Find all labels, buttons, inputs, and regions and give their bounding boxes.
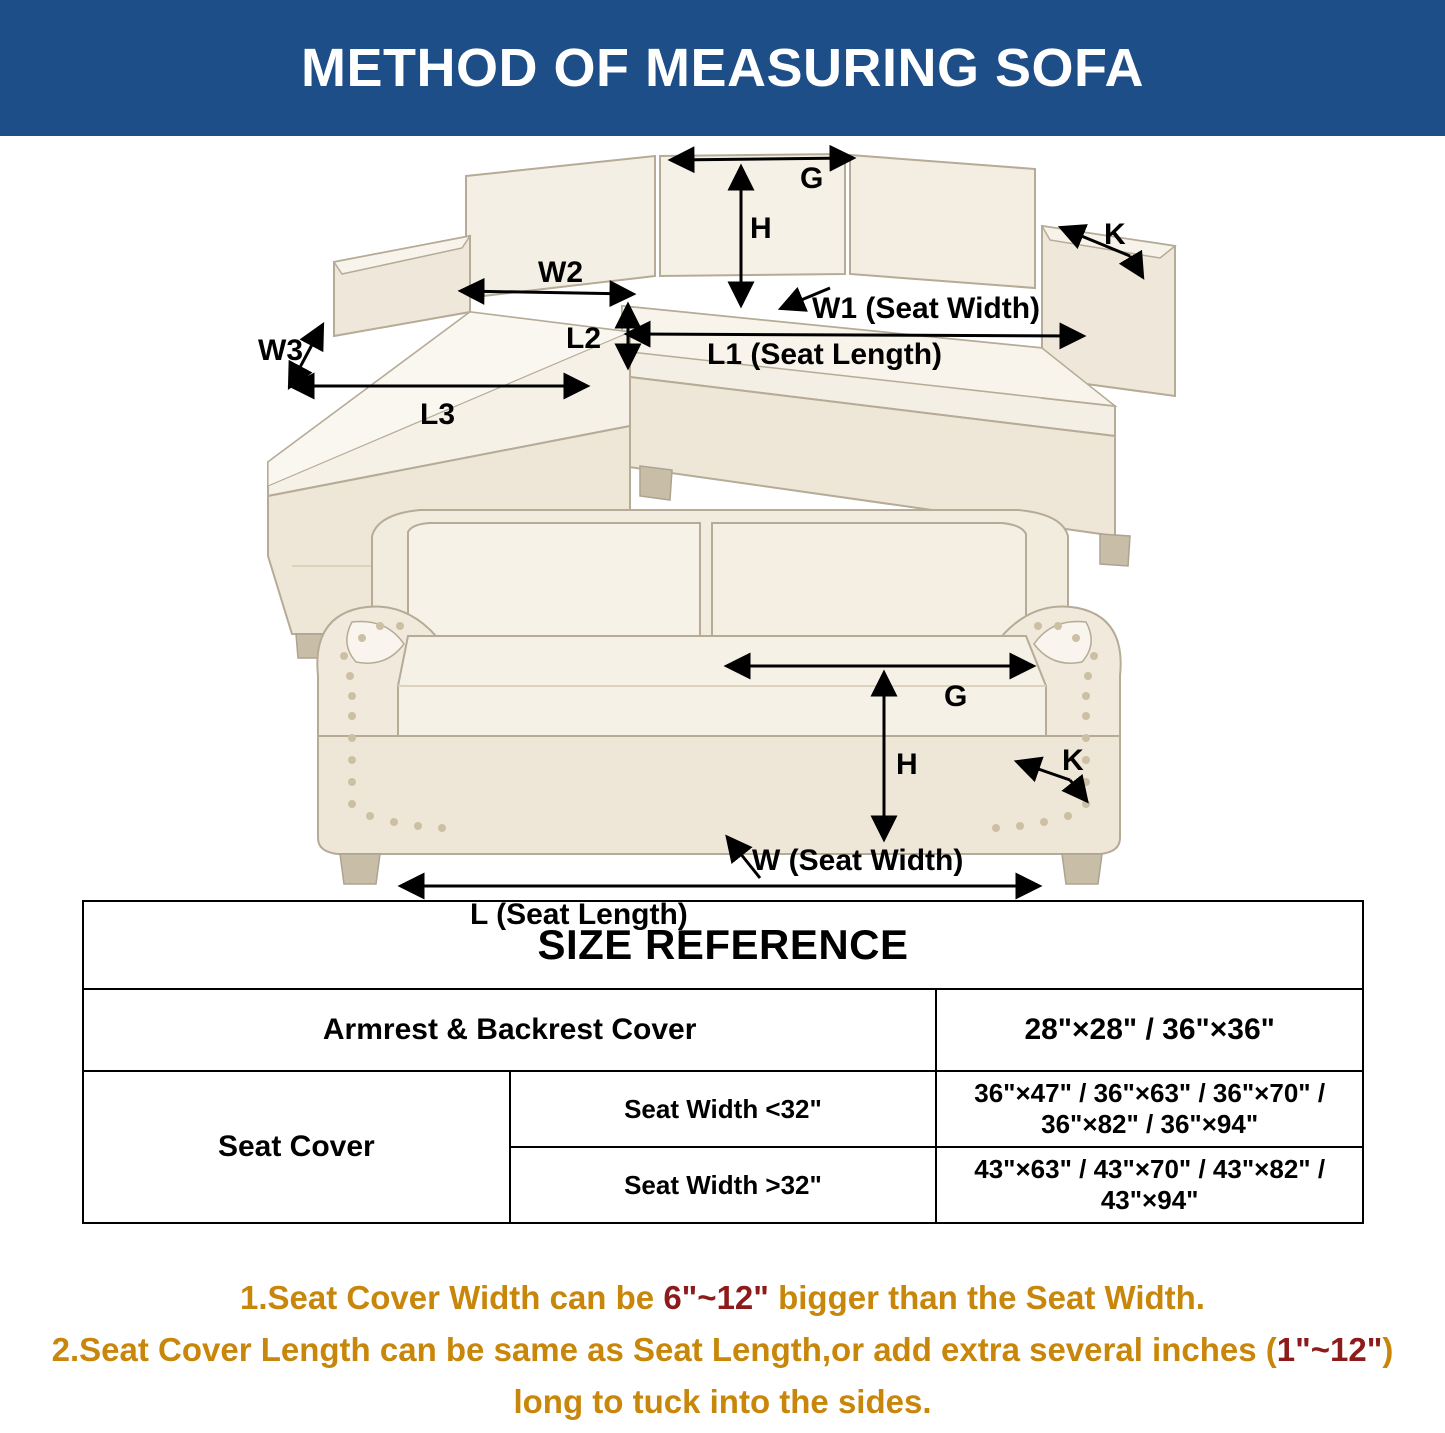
standard-sofa-illustration — [317, 510, 1120, 931]
row-value-armrest: 28"×28" / 36"×36" — [936, 989, 1363, 1071]
label-k-standard: K — [1062, 744, 1084, 777]
row-sublabel-width-under: Seat Width <32" — [510, 1071, 937, 1147]
label-l3: L3 — [420, 398, 456, 431]
header-bar — [0, 0, 1445, 136]
table-row — [83, 1071, 1363, 1147]
label-g-standard: G — [944, 680, 968, 713]
label-w2: W2 — [538, 256, 583, 289]
sofa-diagrams — [0, 136, 1445, 931]
note2-pre: 2.Seat Cover Length can be same as Seat Length,or add extra several inches ( — [51, 1331, 1277, 1368]
notes-section — [0, 1272, 1445, 1428]
row-value-width-under: 36"×47" / 36"×63" / 36"×70" / 36"×82" / 36"×94" — [936, 1071, 1363, 1147]
table-title: SIZE REFERENCE — [83, 901, 1363, 989]
table-row-title — [83, 901, 1363, 989]
page-title: METHOD OF MEASURING SOFA — [300, 38, 1144, 98]
note1-pre: 1.Seat Cover Width can be — [240, 1279, 664, 1316]
label-h-sectional: H — [750, 212, 772, 245]
label-g-sectional: G — [800, 162, 824, 195]
label-k-sectional: K — [1104, 218, 1126, 251]
label-w-standard: W (Seat Width) — [752, 844, 964, 877]
note2-post: ) long to tuck into the sides. — [513, 1331, 1394, 1420]
label-l-standard: L (Seat Length) — [470, 898, 688, 931]
note1-highlight: 6"~12" — [663, 1279, 769, 1316]
row-label-armrest: Armrest & Backrest Cover — [83, 989, 936, 1071]
label-l2: L2 — [566, 322, 602, 355]
row-value-width-over: 43"×63" / 43"×70" / 43"×82" / 43"×94" — [936, 1147, 1363, 1223]
size-reference-table — [82, 900, 1364, 1224]
label-h-standard: H — [896, 748, 918, 781]
label-w1: W1 (Seat Width) — [812, 292, 1041, 325]
label-w3: W3 — [258, 334, 303, 367]
label-l1: L1 (Seat Length) — [707, 338, 943, 371]
row-sublabel-width-over: Seat Width >32" — [510, 1147, 937, 1223]
table-row — [83, 989, 1363, 1071]
note2-highlight: 1"~12" — [1276, 1331, 1383, 1368]
note-line-2 — [0, 1324, 1445, 1428]
row-label-seat-cover: Seat Cover — [83, 1071, 510, 1223]
note1-post: bigger than the Seat Width. — [768, 1279, 1205, 1316]
note-line-1 — [0, 1272, 1445, 1324]
